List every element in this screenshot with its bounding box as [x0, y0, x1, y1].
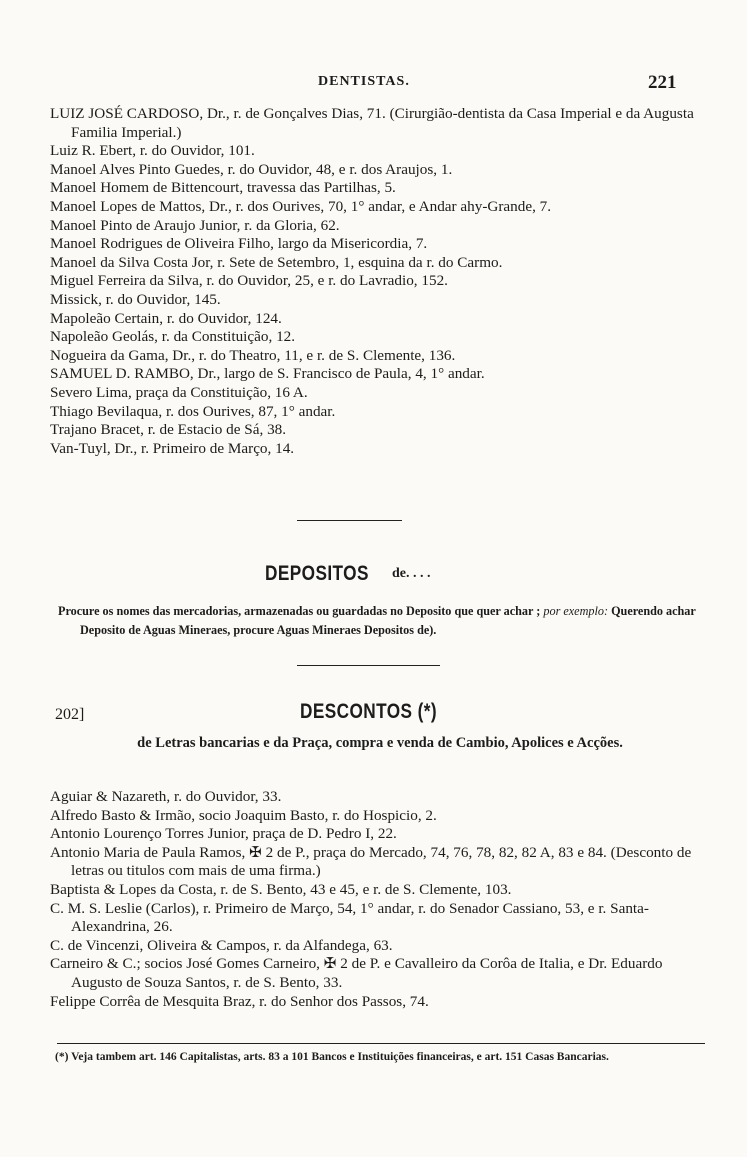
- list-item: Thiago Bevilaqua, r. dos Ourives, 87, 1° andar.: [50, 402, 336, 420]
- dentistas-list: [50, 105, 700, 458]
- list-item: Carneiro & C.; socios José Gomes Carneiro, ✠ 2 de P. e Cavalleiro da Corôa de Italia, e Dr. Eduardo Augusto de Souza Santos, r. de S. Bento, 33.: [50, 955, 663, 991]
- list-item: Luiz R. Ebert, r. do Ouvidor, 101.: [50, 142, 255, 160]
- list-item: Mapoleão Certain, r. do Ouvidor, 124.: [50, 309, 282, 327]
- list-item: Trajano Bracet, r. de Estacio de Sá, 38.: [50, 421, 287, 439]
- list-item: Napoleão Geolás, r. da Constituição, 12.: [50, 328, 296, 346]
- section-divider: [297, 665, 440, 666]
- list-item: Aguiar & Nazareth, r. do Ouvidor, 33.: [50, 788, 282, 805]
- section-divider: [297, 520, 402, 521]
- list-item: Felippe Corrêa de Mesquita Braz, r. do Senhor dos Passos, 74.: [50, 992, 429, 1010]
- list-item: LUIZ JOSÉ CARDOSO, Dr., r. de Gonçalves Dias, 71. (Cirurgião-dentista da Casa Imperial e da Augusta Familia Imperial.): [50, 105, 694, 141]
- list-item: C. M. S. Leslie (Carlos), r. Primeiro de Março, 54, 1° andar, r. do Senador Cassiano, 53, e r. Santa-Alexandrina, 26.: [50, 899, 649, 936]
- list-item: Severo Lima, praça da Constituição, 16 A.: [50, 383, 308, 401]
- depositos-heading: DEPOSITOS: [265, 562, 369, 585]
- list-item: Miguel Ferreira da Silva, r. do Ouvidor, 25, e r. do Lavradio, 152.: [50, 272, 448, 290]
- footnote-divider: [57, 1043, 705, 1044]
- list-item: C. de Vincenzi, Oliveira & Campos, r. da Alfandega, 63.: [50, 936, 393, 954]
- note-lead: Procure os nomes das mercadorias, armazenadas ou guardadas no Deposito que quer achar ;: [58, 604, 541, 618]
- list-item: Missick, r. do Ouvidor, 145.: [50, 290, 221, 308]
- list-item: Manoel Lopes de Mattos, Dr., r. dos Ourives, 70, 1° andar, e Andar ahy-Grande, 7.: [50, 197, 552, 215]
- list-item: Manoel Homem de Bittencourt, travessa das Partilhas, 5.: [50, 179, 396, 197]
- descontos-heading: DESCONTOS (*): [300, 700, 438, 723]
- list-item: Alfredo Basto & Irmão, socio Joaquim Basto, r. do Hospicio, 2.: [50, 806, 437, 824]
- list-item: Antonio Maria de Paula Ramos, ✠ 2 de P., praça do Mercado, 74, 76, 78, 82, 82 A, 83 e 84. (Desconto de letras ou titulos com mais de uma firma.): [50, 843, 692, 880]
- list-item: Manoel Rodrigues de Oliveira Filho, largo da Misericordia, 7.: [50, 235, 428, 253]
- descontos-list: [50, 788, 700, 1011]
- descontos-subtitle: de Letras bancarias e da Praça, compra e venda de Cambio, Apolices e Acções.: [137, 735, 623, 751]
- list-item: Van-Tuyl, Dr., r. Primeiro de Março, 14.: [50, 439, 295, 457]
- list-item: Manoel Pinto de Araujo Junior, r. da Gloria, 62.: [50, 216, 340, 234]
- page-number: 221: [648, 72, 677, 93]
- note-example-label: por exemplo:: [543, 604, 609, 618]
- list-item: Antonio Lourenço Torres Junior, praça de D. Pedro I, 22.: [50, 825, 397, 843]
- note-rest: Querendo achar Deposito de Aguas Mineraes, procure Aguas Mineraes Depositos de).: [80, 604, 696, 637]
- list-item: Baptista & Lopes da Costa, r. de S. Bento, 43 e 45, e r. de S. Clemente, 103.: [50, 880, 512, 898]
- list-item: Nogueira da Gama, Dr., r. do Theatro, 11, e r. de S. Clemente, 136.: [50, 346, 456, 364]
- list-item: Manoel Alves Pinto Guedes, r. do Ouvidor, 48, e r. dos Araujos, 1.: [50, 160, 453, 178]
- side-number: 202]: [55, 706, 85, 723]
- running-title: DENTISTAS.: [318, 74, 410, 89]
- list-item: SAMUEL D. RAMBO, Dr., largo de S. Francisco de Paula, 4, 1° andar.: [50, 365, 485, 383]
- depositos-heading-suffix: de. . . .: [392, 566, 431, 581]
- list-item: Manoel da Silva Costa Jor, r. Sete de Setembro, 1, esquina da r. do Carmo.: [50, 253, 503, 271]
- footnote: (*) Veja tambem art. 146 Capitalistas, arts. 83 a 101 Bancos e Instituições financeiras, e art. 151 Casas Bancarias.: [55, 1051, 609, 1063]
- page-header: [0, 74, 747, 96]
- depositos-note: [58, 602, 700, 640]
